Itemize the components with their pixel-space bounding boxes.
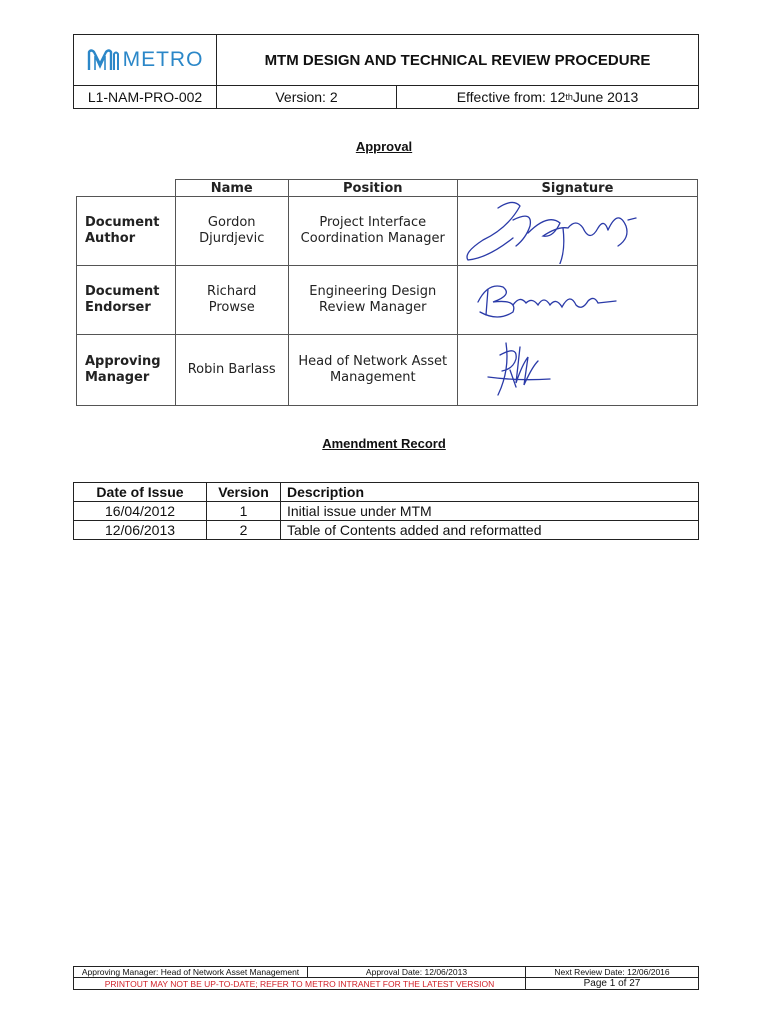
effective-date-prefix: Effective from: 12	[456, 89, 566, 105]
position-line: Coordination Manager	[300, 231, 445, 246]
metro-m-icon	[87, 48, 121, 72]
approval-position	[288, 335, 457, 406]
approval-position	[288, 266, 457, 335]
page-number: Page 1 of 27	[526, 978, 699, 990]
approval-heading: Approval	[355, 139, 413, 154]
document-version: Version: 2	[217, 86, 397, 108]
endorser-signature	[457, 266, 697, 335]
position-line: Review Manager	[319, 300, 427, 315]
footer-next-review: Next Review Date: 12/06/2016	[526, 967, 699, 978]
footer-warning: PRINTOUT MAY NOT BE UP-TO-DATE; REFER TO METRO INTRANET FOR THE LATEST VERSION	[74, 978, 526, 990]
author-signature	[457, 197, 697, 266]
table-row	[74, 521, 699, 540]
position-line: Engineering Design	[309, 284, 437, 299]
position-line: Management	[329, 370, 416, 385]
footer-approving-manager: Approving Manager: Head of Network Asset Management	[74, 967, 308, 978]
approval-role	[77, 266, 176, 335]
amendment-description: Initial issue under MTM	[281, 502, 699, 521]
approver-signature-image	[458, 335, 696, 405]
document-header	[73, 34, 699, 109]
amendment-version: 2	[207, 521, 281, 540]
page-footer	[73, 966, 699, 990]
approval-position	[288, 197, 457, 266]
effective-date-suffix: June 2013	[572, 89, 639, 105]
role-line: Document	[85, 215, 160, 230]
role-line: Document	[85, 284, 160, 299]
approval-col-name: Name	[175, 180, 288, 197]
approval-name	[175, 197, 288, 266]
amendment-heading: Amendment Record	[322, 436, 446, 451]
approval-col-position: Position	[288, 180, 457, 197]
document-code: L1-NAM-PRO-002	[74, 86, 217, 108]
metro-logo	[74, 35, 217, 85]
endorser-signature-image	[458, 267, 696, 333]
position-line: Project Interface	[319, 215, 427, 230]
amendment-col-version: Version	[207, 483, 281, 502]
name-line: Richard	[207, 284, 257, 299]
name-line: Djurdjevic	[199, 231, 265, 246]
approval-name	[175, 335, 288, 406]
role-line: Author	[85, 231, 136, 246]
amendment-col-description: Description	[281, 483, 699, 502]
footer-approval-date: Approval Date: 12/06/2013	[308, 967, 526, 978]
approval-role	[77, 335, 176, 406]
name-line: Robin Barlass	[187, 362, 276, 377]
position-line: Head of Network Asset	[298, 354, 448, 369]
amendment-description: Table of Contents added and reformatted	[281, 521, 699, 540]
approval-table	[76, 179, 698, 406]
table-row	[74, 502, 699, 521]
logo-wordmark: METRO	[122, 48, 204, 71]
effective-date: Effective from: 12 th June 2013	[456, 89, 639, 105]
approval-row-approver	[77, 335, 698, 406]
role-line: Approving	[85, 354, 161, 369]
approval-row-endorser	[77, 266, 698, 335]
approval-corner-cell	[77, 180, 176, 197]
approval-row-author	[77, 197, 698, 266]
role-line: Manager	[85, 370, 150, 385]
name-line: Prowse	[208, 300, 255, 315]
document-title: MTM DESIGN AND TECHNICAL REVIEW PROCEDURE	[264, 51, 651, 69]
amendment-date: 12/06/2013	[74, 521, 207, 540]
amendment-version: 1	[207, 502, 281, 521]
role-line: Endorser	[85, 300, 151, 315]
approval-name	[175, 266, 288, 335]
approval-col-signature: Signature	[457, 180, 697, 197]
author-signature-image	[458, 198, 696, 264]
amendment-date: 16/04/2012	[74, 502, 207, 521]
approval-role	[77, 197, 176, 266]
amendment-table	[73, 482, 699, 540]
approver-signature	[457, 335, 697, 406]
amendment-col-date: Date of Issue	[74, 483, 207, 502]
name-line: Gordon	[207, 215, 256, 230]
